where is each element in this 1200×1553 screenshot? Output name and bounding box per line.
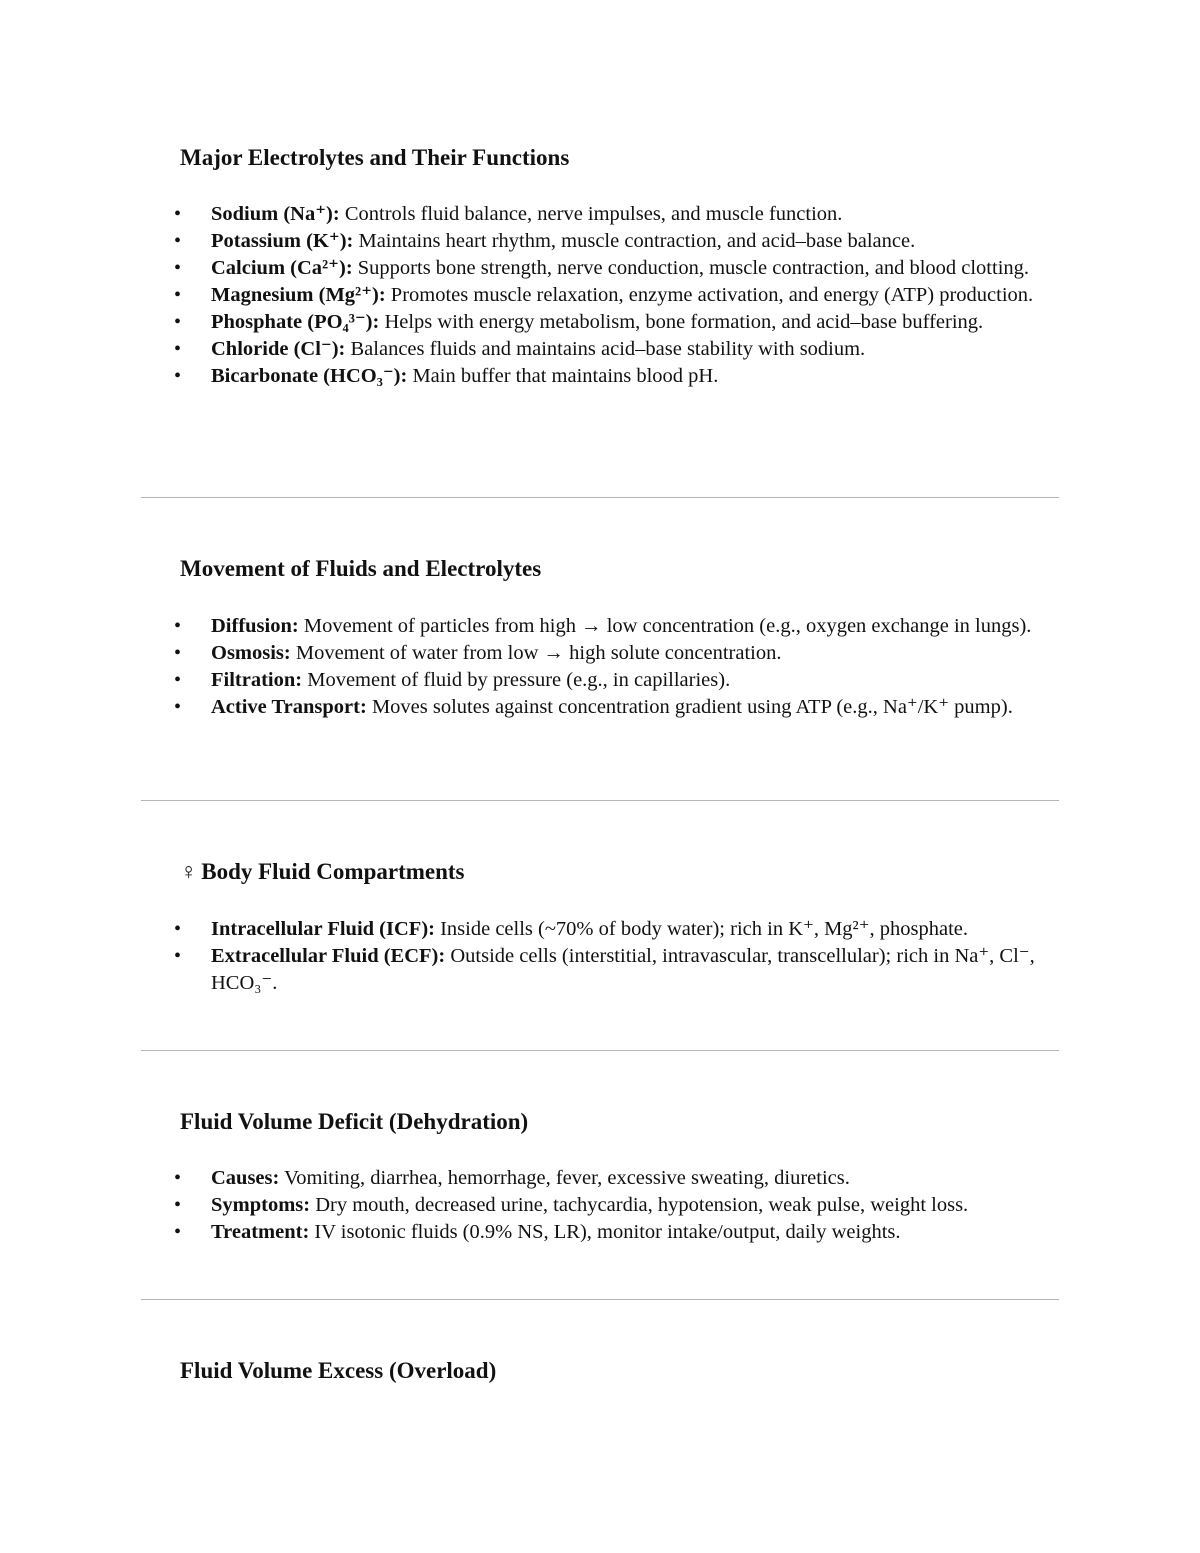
item-text: Movement of fluid by pressure (e.g., in capillaries). bbox=[302, 669, 731, 691]
list-item bbox=[0, 916, 1200, 943]
item-term: Phosphate (PO₄³⁻): bbox=[211, 311, 380, 333]
item-text: Main buffer that maintains blood pH. bbox=[407, 365, 719, 387]
horizontal-divider bbox=[141, 800, 1059, 801]
list-item bbox=[0, 201, 1200, 228]
bullet-icon: • bbox=[174, 365, 182, 387]
item-text: Promotes muscle relaxation, enzyme activation, and energy (ATP) production. bbox=[385, 284, 1034, 306]
bullet-icon: • bbox=[174, 203, 182, 225]
item-term: Magnesium (Mg²⁺): bbox=[211, 284, 386, 306]
item-term: Symptoms: bbox=[211, 1194, 311, 1216]
list-item bbox=[0, 228, 1200, 255]
list-item bbox=[0, 1165, 1200, 1192]
compartment-list bbox=[0, 916, 1200, 997]
item-text: Helps with energy metabolism, bone formation, and acid–base buffering. bbox=[379, 311, 984, 333]
item-text: IV isotonic fluids (0.9% NS, LR), monitor intake/output, daily weights. bbox=[309, 1221, 901, 1243]
bullet-icon: • bbox=[174, 1167, 182, 1189]
list-item bbox=[0, 694, 1200, 721]
bullet-icon: • bbox=[174, 1221, 182, 1243]
item-term: Intracellular Fluid (ICF): bbox=[211, 918, 435, 940]
bullet-icon: • bbox=[174, 615, 182, 637]
section-heading-deficit bbox=[180, 1108, 528, 1136]
item-term: Extracellular Fluid (ECF): bbox=[211, 945, 446, 967]
item-term: Active Transport: bbox=[211, 696, 367, 718]
bullet-icon: • bbox=[174, 642, 182, 664]
section-heading-body-fluid bbox=[180, 858, 465, 886]
list-item bbox=[0, 1192, 1200, 1219]
item-term: Bicarbonate (HCO₃⁻): bbox=[211, 365, 408, 387]
item-text: Balances fluids and maintains acid–base stability with sodium. bbox=[345, 338, 866, 360]
item-term: Filtration: bbox=[211, 669, 303, 691]
list-item bbox=[0, 613, 1200, 640]
list-item bbox=[0, 943, 1200, 997]
item-term: Treatment: bbox=[211, 1221, 310, 1243]
bullet-icon: • bbox=[174, 669, 182, 691]
item-text: Dry mouth, decreased urine, tachycardia, hypotension, weak pulse, weight loss. bbox=[310, 1194, 969, 1216]
bullet-icon: • bbox=[174, 257, 182, 279]
item-text: Moves solutes against concentration gradient using ATP (e.g., Na⁺/K⁺ pump). bbox=[366, 696, 1013, 718]
item-text: Movement of water from low → high solute concentration. bbox=[290, 642, 782, 664]
section-title: Fluid Volume Deficit (Dehydration) bbox=[180, 1109, 529, 1134]
list-item bbox=[0, 336, 1200, 363]
bullet-icon: • bbox=[174, 338, 182, 360]
bullet-icon: • bbox=[174, 696, 182, 718]
item-term: Diffusion: bbox=[211, 615, 299, 637]
item-text: Supports bone strength, nerve conduction, muscle contraction, and blood clotting. bbox=[352, 257, 1030, 279]
item-term: Chloride (Cl⁻): bbox=[211, 338, 346, 360]
section-title: Movement of Fluids and Electrolytes bbox=[180, 556, 542, 581]
item-term: Sodium (Na⁺): bbox=[211, 203, 340, 225]
list-item bbox=[0, 667, 1200, 694]
bullet-icon: • bbox=[174, 1194, 182, 1216]
bullet-icon: • bbox=[174, 230, 182, 252]
section-heading-excess bbox=[180, 1357, 496, 1385]
bullet-icon: • bbox=[174, 311, 182, 333]
list-item bbox=[0, 1219, 1200, 1246]
section-heading-major-electrolytes bbox=[180, 144, 569, 172]
item-term: Osmosis: bbox=[211, 642, 291, 664]
section-title: Major Electrolytes and Their Functions bbox=[180, 145, 570, 170]
horizontal-divider bbox=[141, 497, 1059, 498]
list-item bbox=[0, 363, 1200, 390]
item-term: Causes: bbox=[211, 1167, 280, 1189]
list-item bbox=[0, 309, 1200, 336]
item-text: Inside cells (~70% of body water); rich in K⁺, Mg²⁺, phosphate. bbox=[434, 918, 969, 940]
deficit-list bbox=[0, 1165, 1200, 1246]
electrolyte-list bbox=[0, 201, 1200, 390]
item-term: Potassium (K⁺): bbox=[211, 230, 354, 252]
bullet-icon: • bbox=[174, 284, 182, 306]
list-item bbox=[0, 255, 1200, 282]
list-item bbox=[0, 640, 1200, 667]
section-title: Fluid Volume Excess (Overload) bbox=[180, 1358, 497, 1383]
female-sign-icon: ♀ bbox=[180, 859, 198, 884]
item-text: Controls fluid balance, nerve impulses, and muscle function. bbox=[339, 203, 843, 225]
horizontal-divider bbox=[141, 1050, 1059, 1051]
section-title: Body Fluid Compartments bbox=[201, 859, 465, 884]
item-text: Maintains heart rhythm, muscle contraction, and acid–base balance. bbox=[353, 230, 916, 252]
item-text: Movement of particles from high → low concentration (e.g., oxygen exchange in lungs). bbox=[298, 615, 1032, 637]
item-term: Calcium (Ca²⁺): bbox=[211, 257, 353, 279]
horizontal-divider bbox=[141, 1299, 1059, 1300]
item-text: Outside cells (interstitial, intravascular, transcellular); rich in Na⁺, Cl⁻, HCO₃⁻. bbox=[211, 945, 1035, 994]
bullet-icon: • bbox=[174, 945, 182, 967]
movement-list bbox=[0, 613, 1200, 721]
list-item bbox=[0, 282, 1200, 309]
item-text: Vomiting, diarrhea, hemorrhage, fever, excessive sweating, diuretics. bbox=[279, 1167, 850, 1189]
bullet-icon: • bbox=[174, 918, 182, 940]
section-heading-movement bbox=[180, 555, 541, 583]
